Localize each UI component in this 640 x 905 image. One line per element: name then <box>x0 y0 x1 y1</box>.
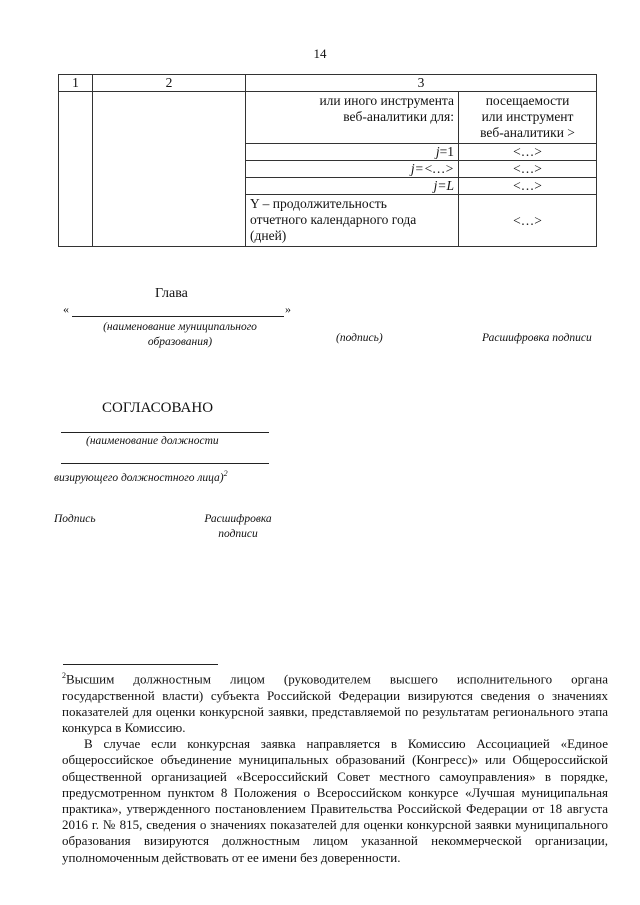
row-label <box>246 144 459 161</box>
table-header-row <box>59 75 597 92</box>
municipality-name-line <box>72 316 284 317</box>
text-line: или инструмент <box>481 109 574 124</box>
label-rest: =1 <box>439 144 454 159</box>
approval-decoding-label <box>198 512 278 542</box>
page-number: 14 <box>313 46 327 61</box>
footnote <box>62 668 608 866</box>
text-line: веб-аналитики для: <box>343 109 454 124</box>
indicator-table <box>58 74 597 247</box>
text-line: отчетного календарного года <box>250 212 417 227</box>
official-line <box>61 463 269 464</box>
label-rest: =L <box>437 178 454 193</box>
variable-j: j <box>410 161 415 176</box>
caption-line: образования) <box>147 336 213 348</box>
close-quote: » <box>285 302 291 316</box>
table-row <box>59 92 597 144</box>
footnote-separator <box>63 664 218 665</box>
year-length-value: <…> <box>459 195 597 247</box>
footnote-ref: 2 <box>223 469 228 478</box>
approval-signature-label: Подпись <box>54 513 96 525</box>
footnote-paragraph-2: В случае если конкурсная заявка направляется в Комиссию Ассоциацией «Единое общероссийское объединение муниципальных образований (Конгресс)» или Общероссийской общественной организацией «Всероссийский Совет местного самоуправления» в порядке, предусмотренном пунктом 8 Положения о Всероссийском конкурсе «Лучшая муниципальная практика», утвержденного постановлением Правительства Российской Федерации от 18 августа 2016 г. № 815, сведения о значениях показателей для оценки конкурсной заявки муниципального образования визируются должностным лицом указанной некоммерческой организации, уполномоченным действовать от ее имени без доверенности. <box>62 736 608 865</box>
municipality-caption <box>70 320 290 350</box>
year-length-label <box>246 195 459 247</box>
caption-text: визирующего должностного лица) <box>54 471 224 484</box>
caption-line: подписи <box>218 528 258 540</box>
variable-j: j <box>433 178 438 193</box>
text-line: Y – продолжительность <box>250 196 387 211</box>
row-value: <…> <box>459 144 597 161</box>
footnote-paragraph-1 <box>62 668 608 736</box>
row-label <box>246 178 459 195</box>
approval-title: СОГЛАСОВАНО <box>102 400 214 416</box>
web-analytics-label-cell <box>246 92 459 144</box>
head-title: Глава <box>155 286 188 301</box>
header-col-1: 1 <box>59 75 93 92</box>
official-caption <box>54 466 228 486</box>
text-line: посещаемости <box>485 93 570 108</box>
position-caption: (наименование должности <box>86 435 219 447</box>
row-value: <…> <box>459 161 597 178</box>
caption-line: (наименование муниципального <box>103 321 257 333</box>
row-value: <…> <box>459 178 597 195</box>
caption-line: Расшифровка <box>204 513 272 525</box>
cell-col-1 <box>59 92 93 247</box>
header-col-3: 3 <box>246 75 597 92</box>
footnote-marker: 2 <box>62 671 66 680</box>
row-label <box>246 161 459 178</box>
text-line: или иного инструмента <box>319 93 454 108</box>
text-line: веб-аналитики > <box>480 125 575 140</box>
header-col-2: 2 <box>93 75 246 92</box>
web-analytics-value-cell <box>459 92 597 144</box>
open-quote: « <box>63 302 69 316</box>
position-line <box>61 432 269 433</box>
text-line: (дней) <box>250 228 287 243</box>
variable-j: j <box>435 144 440 159</box>
label-rest: =<…> <box>414 161 454 176</box>
footnote-text: Высшим должностным лицом (руководителем высшего исполнительного органа государственной власти) субъекта Российской Федерации визируются сведения о значениях показателей для оценки конкурсной заявки, представляемой по результатам регионального этапа конкурса в Комиссию. <box>62 671 608 735</box>
decoding-label: Расшифровка подписи <box>482 332 592 344</box>
signature-label: (подпись) <box>336 332 383 344</box>
cell-col-2 <box>93 92 246 247</box>
